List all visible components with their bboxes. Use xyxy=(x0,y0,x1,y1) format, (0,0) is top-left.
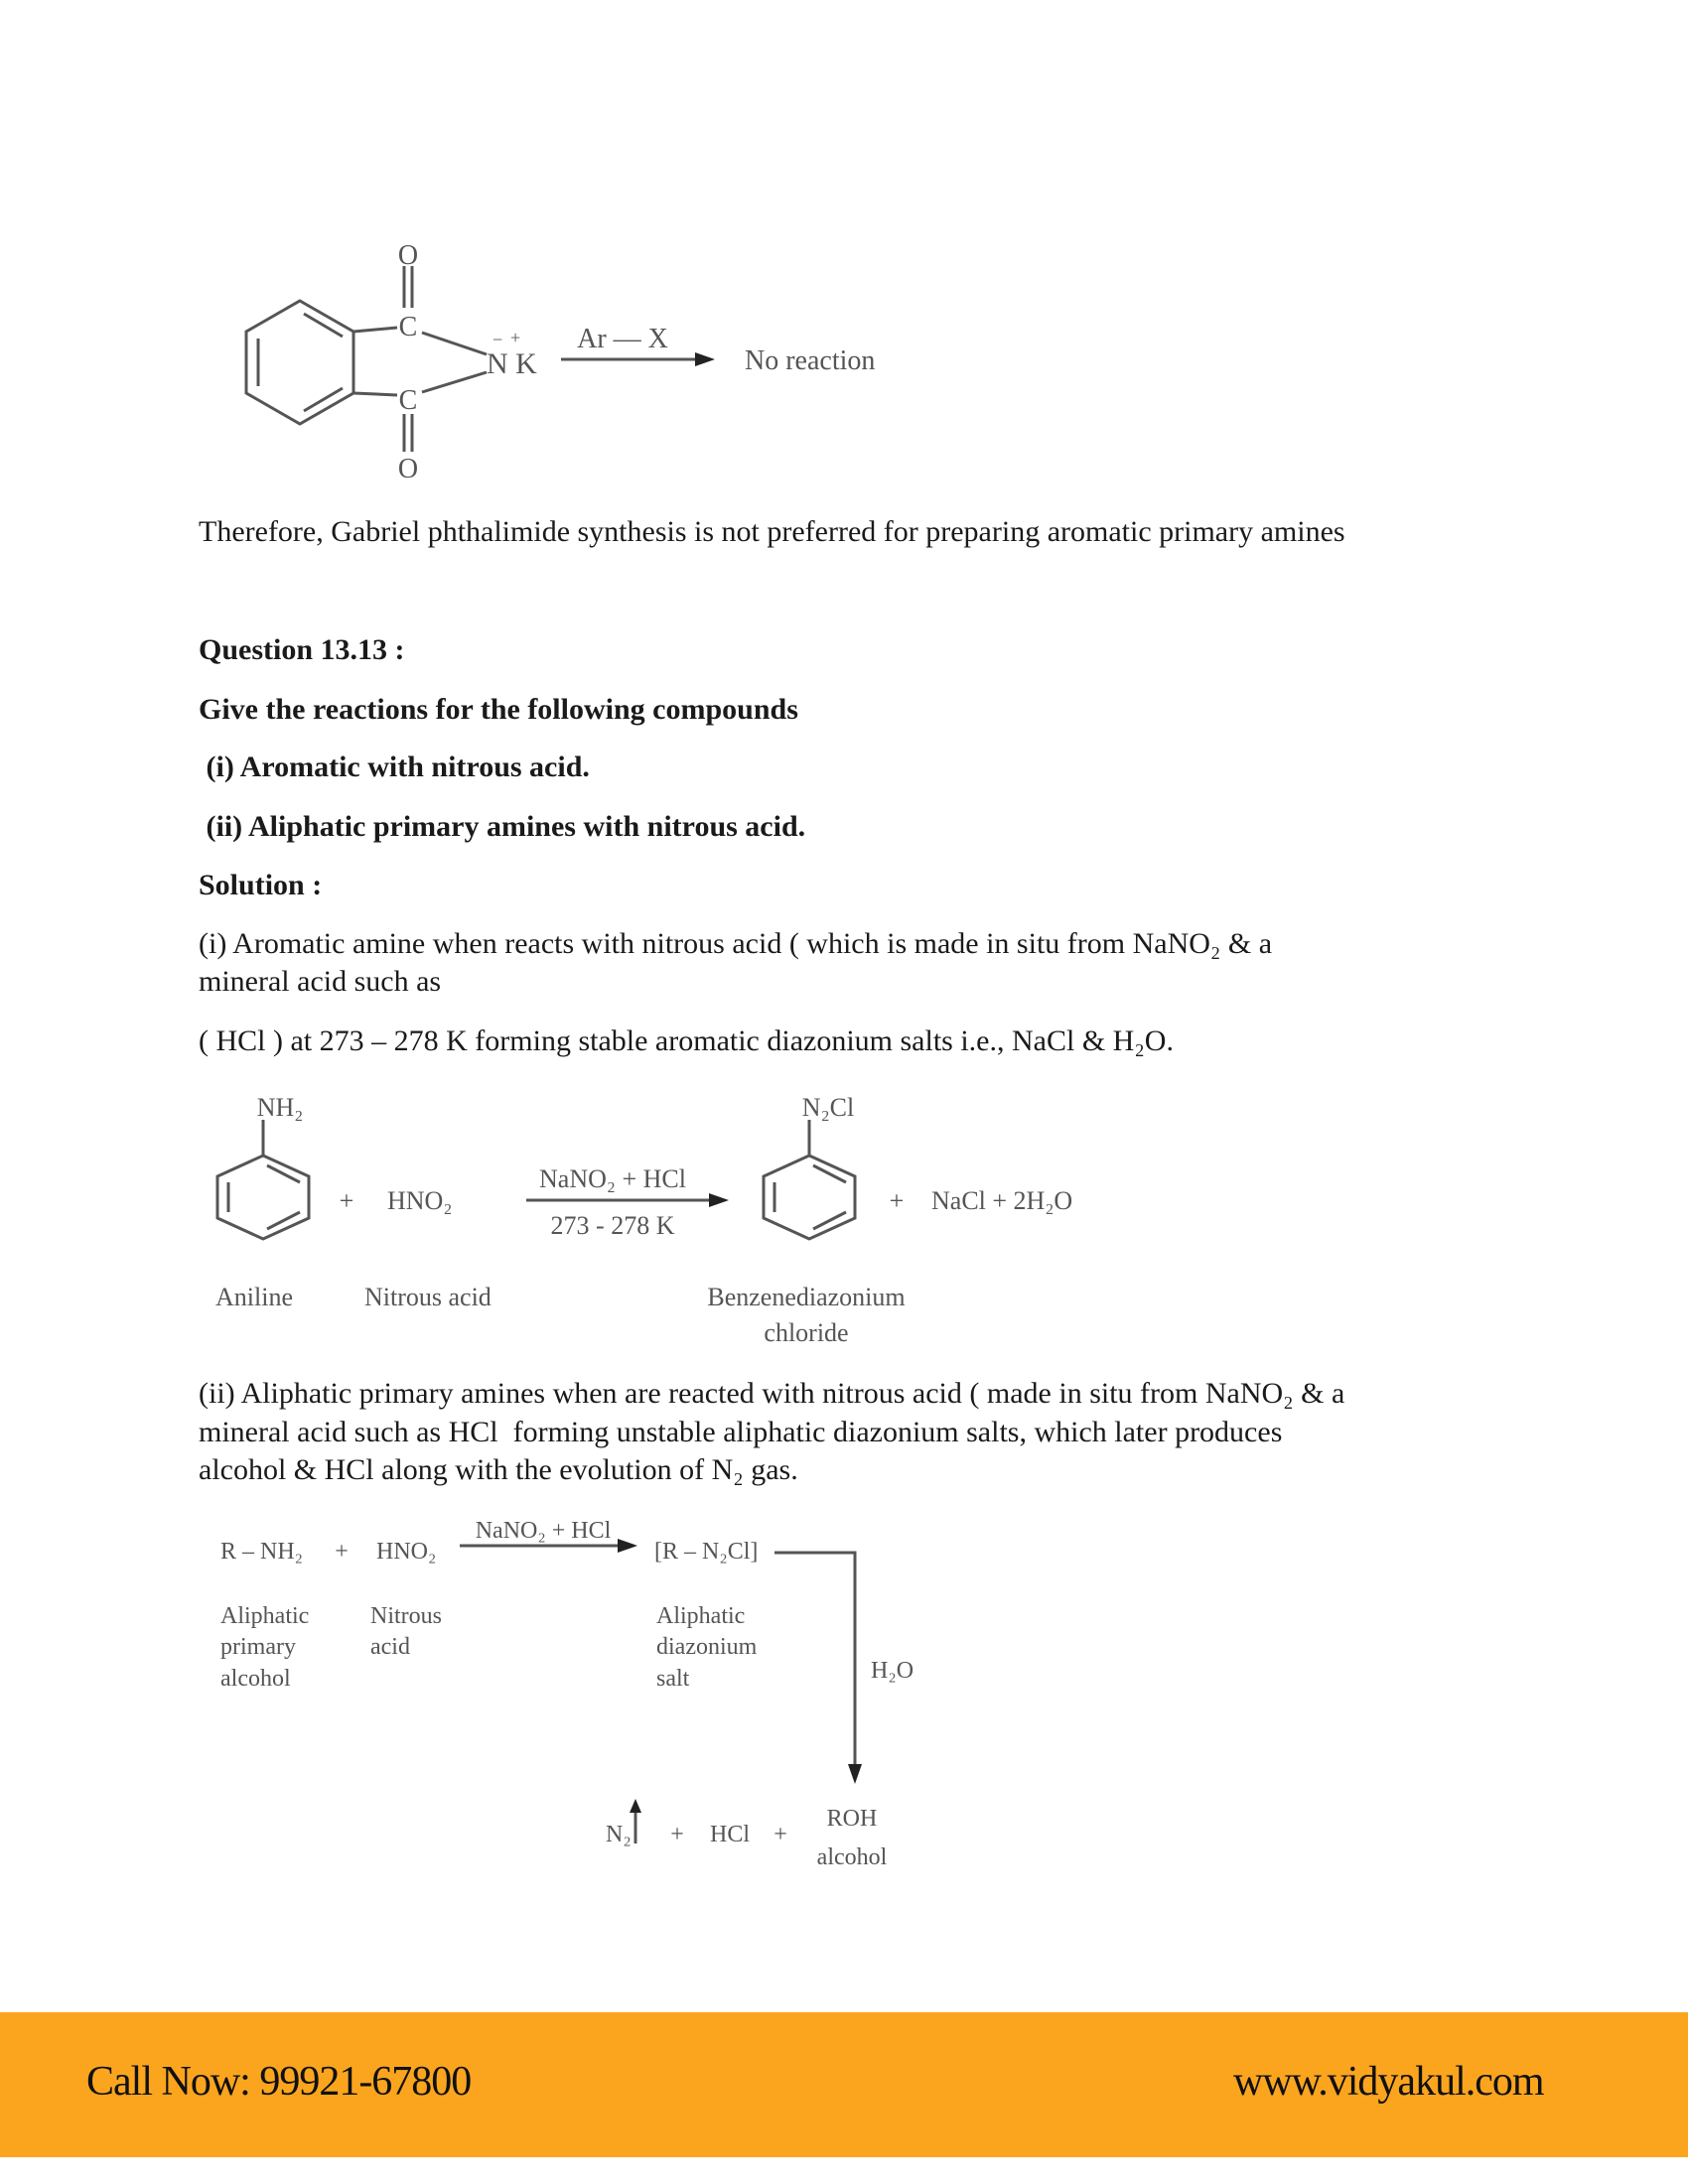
question-part-ii: (ii) Aliphatic primary amines with nitrous acid. xyxy=(199,810,806,843)
question-part-i: (i) Aromatic with nitrous acid. xyxy=(199,751,590,783)
footer-banner xyxy=(0,2012,1688,2157)
reagent-top: NaNO₂ + HCl xyxy=(539,1164,686,1193)
reagent-label: NaNO₂ + HCl xyxy=(475,1518,612,1544)
reagent-bottom: 273 - 278 K xyxy=(550,1211,675,1240)
hcl-product: HCl xyxy=(710,1822,751,1847)
footer-website-link[interactable]: www.vidyakul.com xyxy=(1233,2059,1544,2105)
oxygen-top: O xyxy=(397,240,419,271)
arrow-head-down xyxy=(848,1764,862,1784)
question-title: Question 13.13 : xyxy=(199,633,405,666)
label-amine-3: alcohol xyxy=(220,1666,291,1692)
label-amine-2: primary xyxy=(220,1634,296,1660)
nitrogen-gas: N₂ xyxy=(606,1822,632,1847)
label-product-line2: chloride xyxy=(764,1318,849,1347)
solution-ii-line-1: (ii) Aliphatic primary amines when are reacted with nitrous acid ( made in situ from NaNO₂ & a xyxy=(199,1377,1345,1410)
solution-heading: Solution : xyxy=(199,869,323,901)
nitrous-acid-formula: HNO₂ xyxy=(376,1539,437,1565)
label-amine-1: Aliphatic xyxy=(220,1603,310,1629)
solution-i-line-2: mineral acid such as xyxy=(199,965,442,998)
carbon-top: C xyxy=(398,312,418,342)
label-nitrous-acid: Nitrous acid xyxy=(364,1283,492,1311)
carbon-bottom: C xyxy=(398,385,418,416)
water-label: H₂O xyxy=(871,1658,914,1684)
alcohol-label: alcohol xyxy=(816,1844,888,1870)
diazonium-salt-formula: [R – N₂Cl] xyxy=(654,1539,759,1565)
nitrogen-potassium: N K xyxy=(487,347,537,380)
nitrous-acid-formula: HNO₂ xyxy=(387,1186,453,1215)
plus-sign: + xyxy=(889,1186,905,1215)
solution-ii-line-2: mineral acid such as HCl forming unstable aliphatic diazonium salts, which later produces xyxy=(199,1416,1283,1448)
product-label: No reaction xyxy=(745,345,876,376)
n-charge: − xyxy=(492,330,503,349)
label-salt-3: salt xyxy=(656,1666,690,1692)
solution-i-line-1: (i) Aromatic amine when reacts with nitrous acid ( which is made in situ from NaNO₂ & a xyxy=(199,927,1273,960)
reagent-label: Ar — X xyxy=(577,324,668,354)
amine-formula: R – NH₂ xyxy=(220,1539,304,1565)
label-salt-1: Aliphatic xyxy=(656,1603,746,1629)
diazonium-group: N₂Cl xyxy=(801,1093,855,1122)
label-salt-2: diazonium xyxy=(656,1634,758,1660)
plus-sign: + xyxy=(335,1539,349,1565)
plus-sign: + xyxy=(670,1822,684,1847)
k-charge: + xyxy=(510,328,521,347)
byproducts: NaCl + 2H₂O xyxy=(931,1186,1073,1215)
oxygen-bottom: O xyxy=(397,454,419,484)
plus-sign: + xyxy=(774,1822,787,1847)
solution-i-line-3: ( HCl ) at 273 – 278 K forming stable aromatic diazonium salts i.e., NaCl & H₂O. xyxy=(199,1024,1174,1057)
label-acid-1: Nitrous xyxy=(370,1603,442,1629)
gas-evolution-arrow xyxy=(630,1799,641,1813)
conclusion-text: Therefore, Gabriel phthalimide synthesis is not preferred for preparing aromatic primary amines xyxy=(199,515,1345,548)
plus-sign: + xyxy=(339,1186,354,1215)
alcohol-formula: ROH xyxy=(826,1806,878,1832)
footer-phone[interactable]: Call Now: 99921-67800 xyxy=(86,2059,472,2105)
label-aniline: Aniline xyxy=(215,1283,293,1311)
arrow-head xyxy=(618,1539,637,1553)
amino-group: NH₂ xyxy=(256,1093,304,1122)
solution-ii-line-3: alcohol & HCl along with the evolution of N₂ gas. xyxy=(199,1453,798,1486)
label-product-line1: Benzenediazonium xyxy=(707,1283,906,1311)
label-acid-2: acid xyxy=(370,1634,410,1660)
question-text: Give the reactions for the following compounds xyxy=(199,693,798,726)
